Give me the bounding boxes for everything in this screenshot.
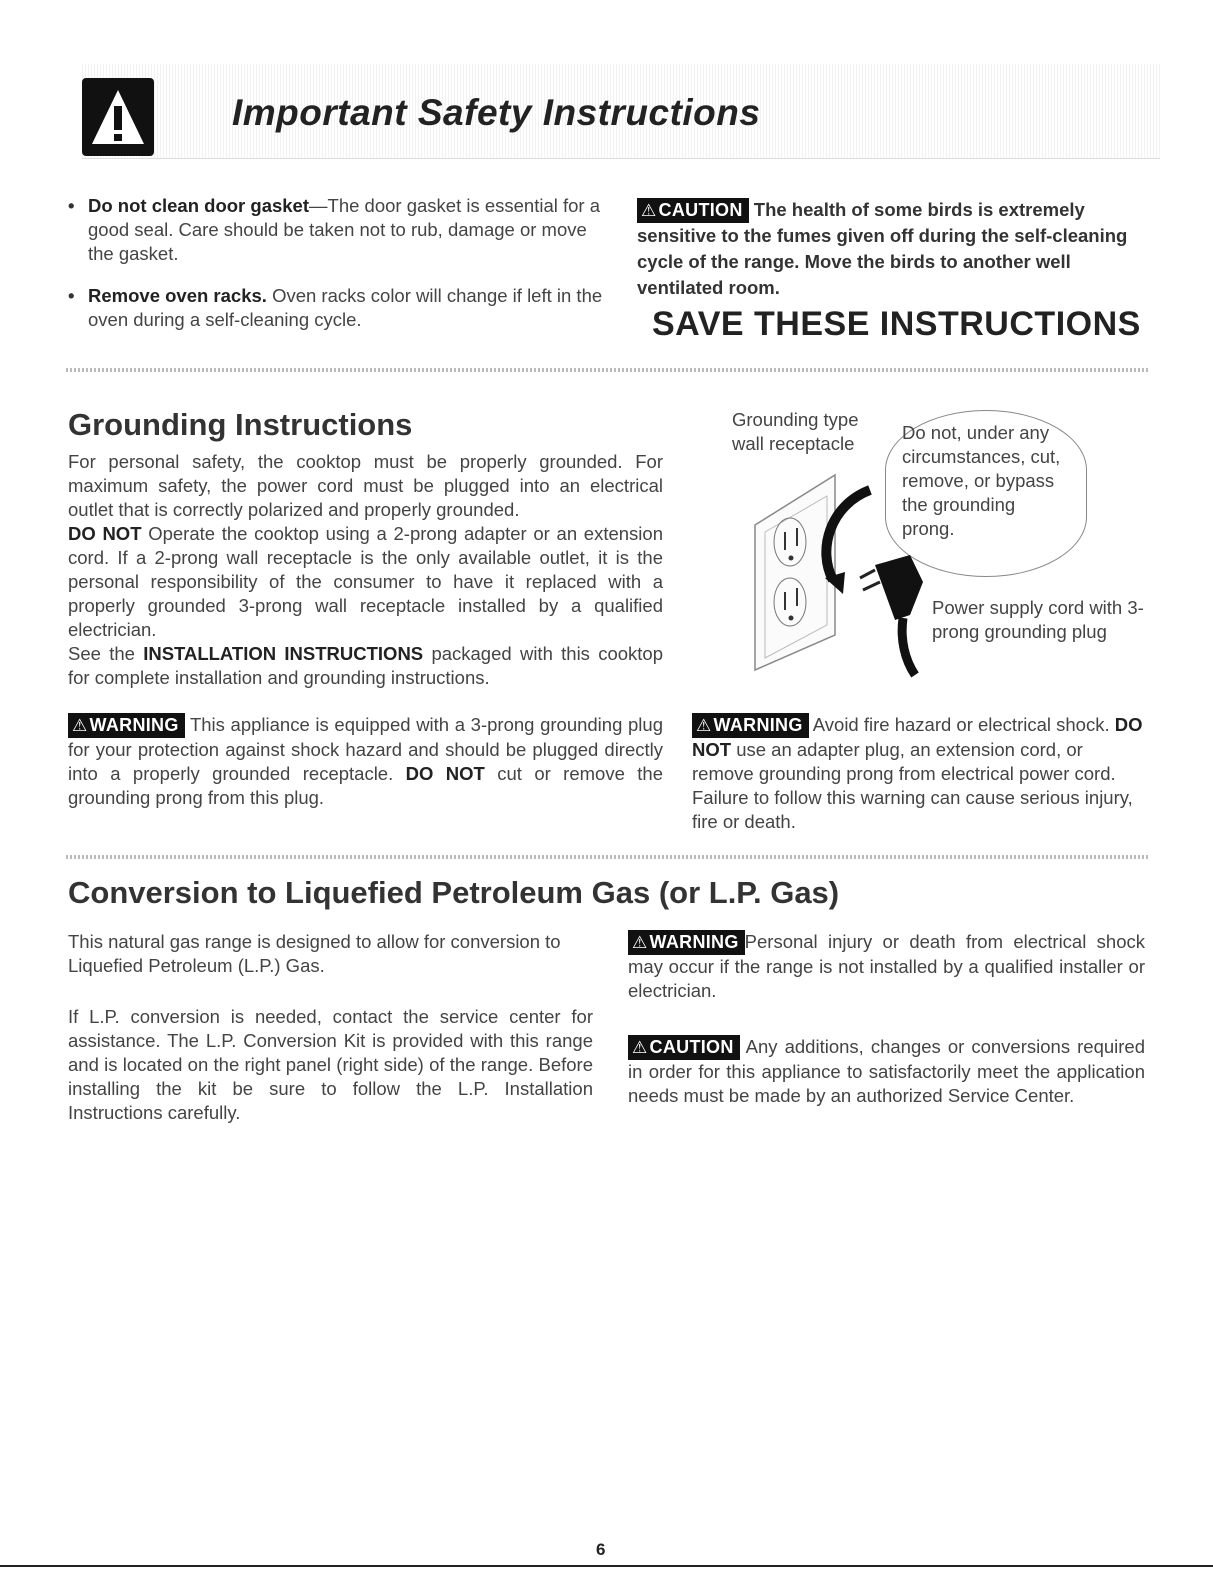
- bullet-text: Oven racks color will change if left in the oven during a self-cleaning cycle.: [88, 285, 603, 330]
- divider: [66, 368, 1148, 372]
- bullet-dot: •: [68, 285, 75, 306]
- grounding-paragraph-2: DO NOT Operate the cooktop using a 2-prong adapter or an extension cord. If a 2-prong wall receptacle is the only available outlet, it is the personal responsibility of the consumer to have it replaced with a properly grounded 3-prong wall receptacle installed by a qualified electrician.: [68, 523, 663, 640]
- power-cord-label: Power supply cord with 3-prong grounding plug: [932, 597, 1144, 642]
- page-title: Important Safety Instructions: [232, 92, 761, 133]
- callout-text: Do not, under any circumstances, cut, remove, or bypass the grounding prong.: [902, 422, 1061, 539]
- warning-triangle-icon: ⚠: [632, 933, 648, 952]
- grounding-warning-notice: ⚠ WARNING This appliance is equipped with a 3-prong grounding plug for your protection against shock hazard and should be plugged directly into a properly grounded receptacle. DO NOT cut or remove the grounding prong from this plug.: [68, 714, 663, 808]
- grounding-paragraph-1: For personal safety, the cooktop must be properly grounded. For maximum safety, the power cord must be plugged into an electrical outlet that is correctly polarized and properly grounded.: [68, 451, 663, 520]
- lp-warning-notice: ⚠ WARNING Personal injury or death from electrical shock may occur if the range is not installed by a qualified installer or electrician.: [628, 931, 1145, 1001]
- grounding-heading: Grounding Instructions: [68, 407, 413, 442]
- grounding-body: [68, 450, 663, 690]
- bullet-oven-racks: [68, 284, 608, 332]
- lp-conversion-heading: Conversion to Liquefied Petroleum Gas (or L.P. Gas): [68, 875, 840, 910]
- bullet-door-gasket: [68, 194, 608, 266]
- caution-label: ⚠ CAUTION: [628, 1035, 740, 1060]
- grounded-outlet-illustration: [735, 470, 955, 685]
- warning-label: ⚠ WARNING: [628, 930, 745, 955]
- warning-label: ⚠ WARNING: [68, 713, 185, 738]
- bullet-bold: Remove oven racks.: [88, 285, 267, 306]
- warning-triangle-icon: ⚠: [641, 201, 657, 220]
- grounding-paragraph-3: See the INSTALLATION INSTRUCTIONS packaged with this cooktop for complete installation and grounding instructions.: [68, 643, 664, 688]
- bird-caution-notice: [637, 197, 1147, 301]
- warning-triangle-icon: ⚠: [696, 716, 712, 735]
- bullet-text: —The door gasket is essential for a good seal. Care should be taken not to rub, damage or move the gasket.: [88, 195, 601, 264]
- bullet-dot: •: [68, 195, 75, 216]
- warning-triangle-icon: ⚠: [632, 1038, 648, 1057]
- lp-paragraph-2: If L.P. conversion is needed, contact the service center for assistance. The L.P. Conversion Kit is provided with this range and is located on the right panel (right side) of the range. Before installing the kit be sure to follow the L.P. Installation Instructions carefully.: [68, 1006, 593, 1123]
- bullet-bold: Do not clean door gasket: [88, 195, 310, 216]
- warning-triangle-icon: [82, 78, 154, 156]
- bottom-rule: [0, 1565, 1213, 1567]
- warning-triangle-icon: ⚠: [72, 716, 88, 735]
- page-number: 6: [596, 1540, 606, 1559]
- divider: [66, 855, 1148, 859]
- caution-label: ⚠ CAUTION: [637, 198, 749, 223]
- warning-label: ⚠ WARNING: [692, 713, 809, 738]
- receptacle-label: Grounding type wall receptacle: [732, 409, 859, 454]
- lp-paragraph-1: This natural gas range is designed to allow for conversion to Liquefied Petroleum (L.P.) Gas.: [68, 931, 561, 976]
- lp-caution-notice: ⚠ CAUTION Any additions, changes or conversions required in order for this appliance to satisfactorily meet the application needs must be made by an authorized Service Center.: [628, 1036, 1145, 1106]
- cord-warning-notice: ⚠ WARNING Avoid fire hazard or electrical shock. DO NOT use an adapter plug, an extension cord, or remove grounding prong from electrical power cord. Failure to follow this warning can cause serious injury, fire or death.: [692, 714, 1143, 832]
- save-instructions-heading: SAVE THESE INSTRUCTIONS: [652, 305, 1141, 343]
- bird-caution-text: The health of some birds is extremely sensitive to the fumes given off during the self-cleaning cycle of the range. Move the birds to another well ventilated room.: [637, 199, 1128, 298]
